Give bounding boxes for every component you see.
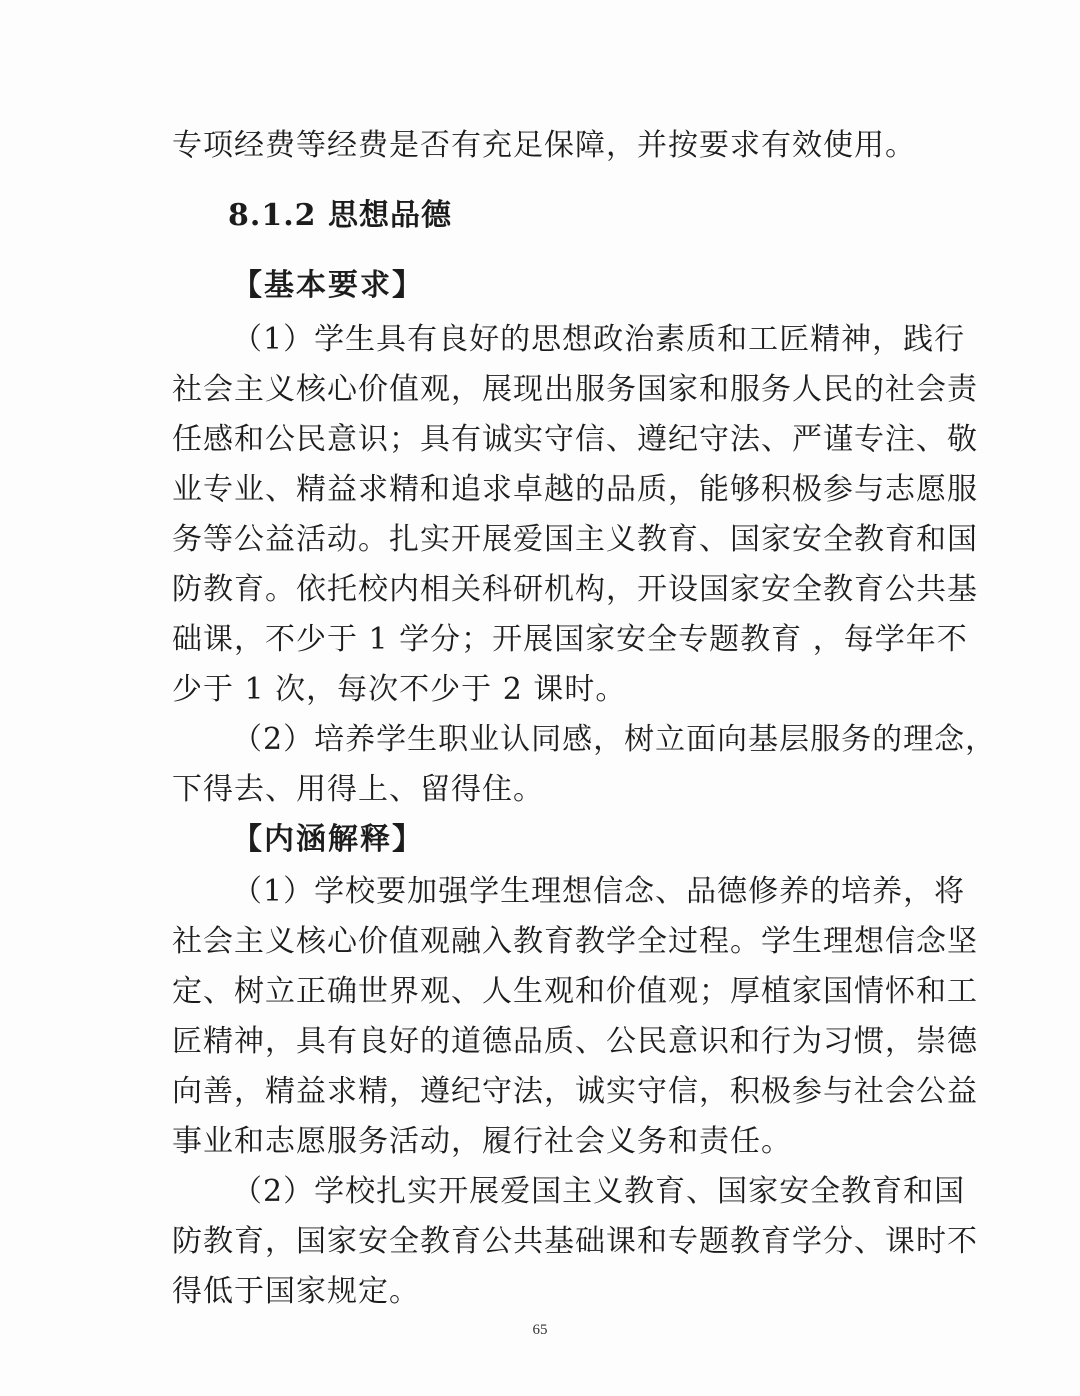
interp-para2-line: 防教育，国家安全教育公共基础课和专题教育学分、课时不	[172, 1224, 978, 1259]
basic-req-para1-line: 务等公益活动。扎实开展爱国主义教育、国家安全教育和国	[172, 522, 978, 557]
interp-para1-line: 社会主义核心价值观融入教育教学全过程。学生理想信念坚	[172, 924, 978, 959]
basic-req-para2-line: （2）培养学生职业认同感，树立面向基层服务的理念，	[232, 722, 997, 757]
basic-req-para1-line: 础课，不少于 1 学分；开展国家安全专题教育 ，每学年不	[172, 622, 968, 657]
interp-para1-line: （1）学校要加强学生理想信念、品德修养的培养，将	[232, 874, 966, 909]
basic-req-para1-line: 社会主义核心价值观，展现出服务国家和服务人民的社会责	[172, 372, 978, 407]
interp-para2-line: （2）学校扎实开展爱国主义教育、国家安全教育和国	[232, 1174, 966, 1209]
interp-para1-line: 定、树立正确世界观、人生观和价值观；厚植家国情怀和工	[172, 974, 978, 1009]
section-heading: 8.1.2 思想品德	[228, 198, 452, 233]
basic-req-para2-line: 下得去、用得上、留得住。	[172, 772, 544, 807]
basic-req-para1-line: 少于 1 次，每次不少于 2 课时。	[172, 672, 627, 707]
basic-req-para1-line: 任感和公民意识；具有诚实守信、遵纪守法、严谨专注、敬	[172, 422, 978, 457]
basic-req-para1-line: 防教育。依托校内相关科研机构，开设国家安全教育公共基	[172, 572, 978, 607]
intro-line: 专项经费等经费是否有充足保障，并按要求有效使用。	[172, 128, 916, 163]
basic-req-para1-line: （1）学生具有良好的思想政治素质和工匠精神，践行	[232, 322, 966, 357]
basic-requirements-label: 【基本要求】	[232, 268, 424, 303]
interp-para1-line: 向善，精益求精，遵纪守法，诚实守信，积极参与社会公益	[172, 1074, 978, 1109]
interp-para1-line: 事业和志愿服务活动，履行社会义务和责任。	[172, 1124, 792, 1159]
page-number: 65	[532, 1322, 548, 1338]
interpretation-label: 【内涵解释】	[232, 822, 424, 857]
interp-para1-line: 匠精神，具有良好的道德品质、公民意识和行为习惯，崇德	[172, 1024, 978, 1059]
interp-para2-line: 得低于国家规定。	[172, 1274, 420, 1309]
basic-req-para1-line: 业专业、精益求精和追求卓越的品质，能够积极参与志愿服	[172, 472, 978, 507]
